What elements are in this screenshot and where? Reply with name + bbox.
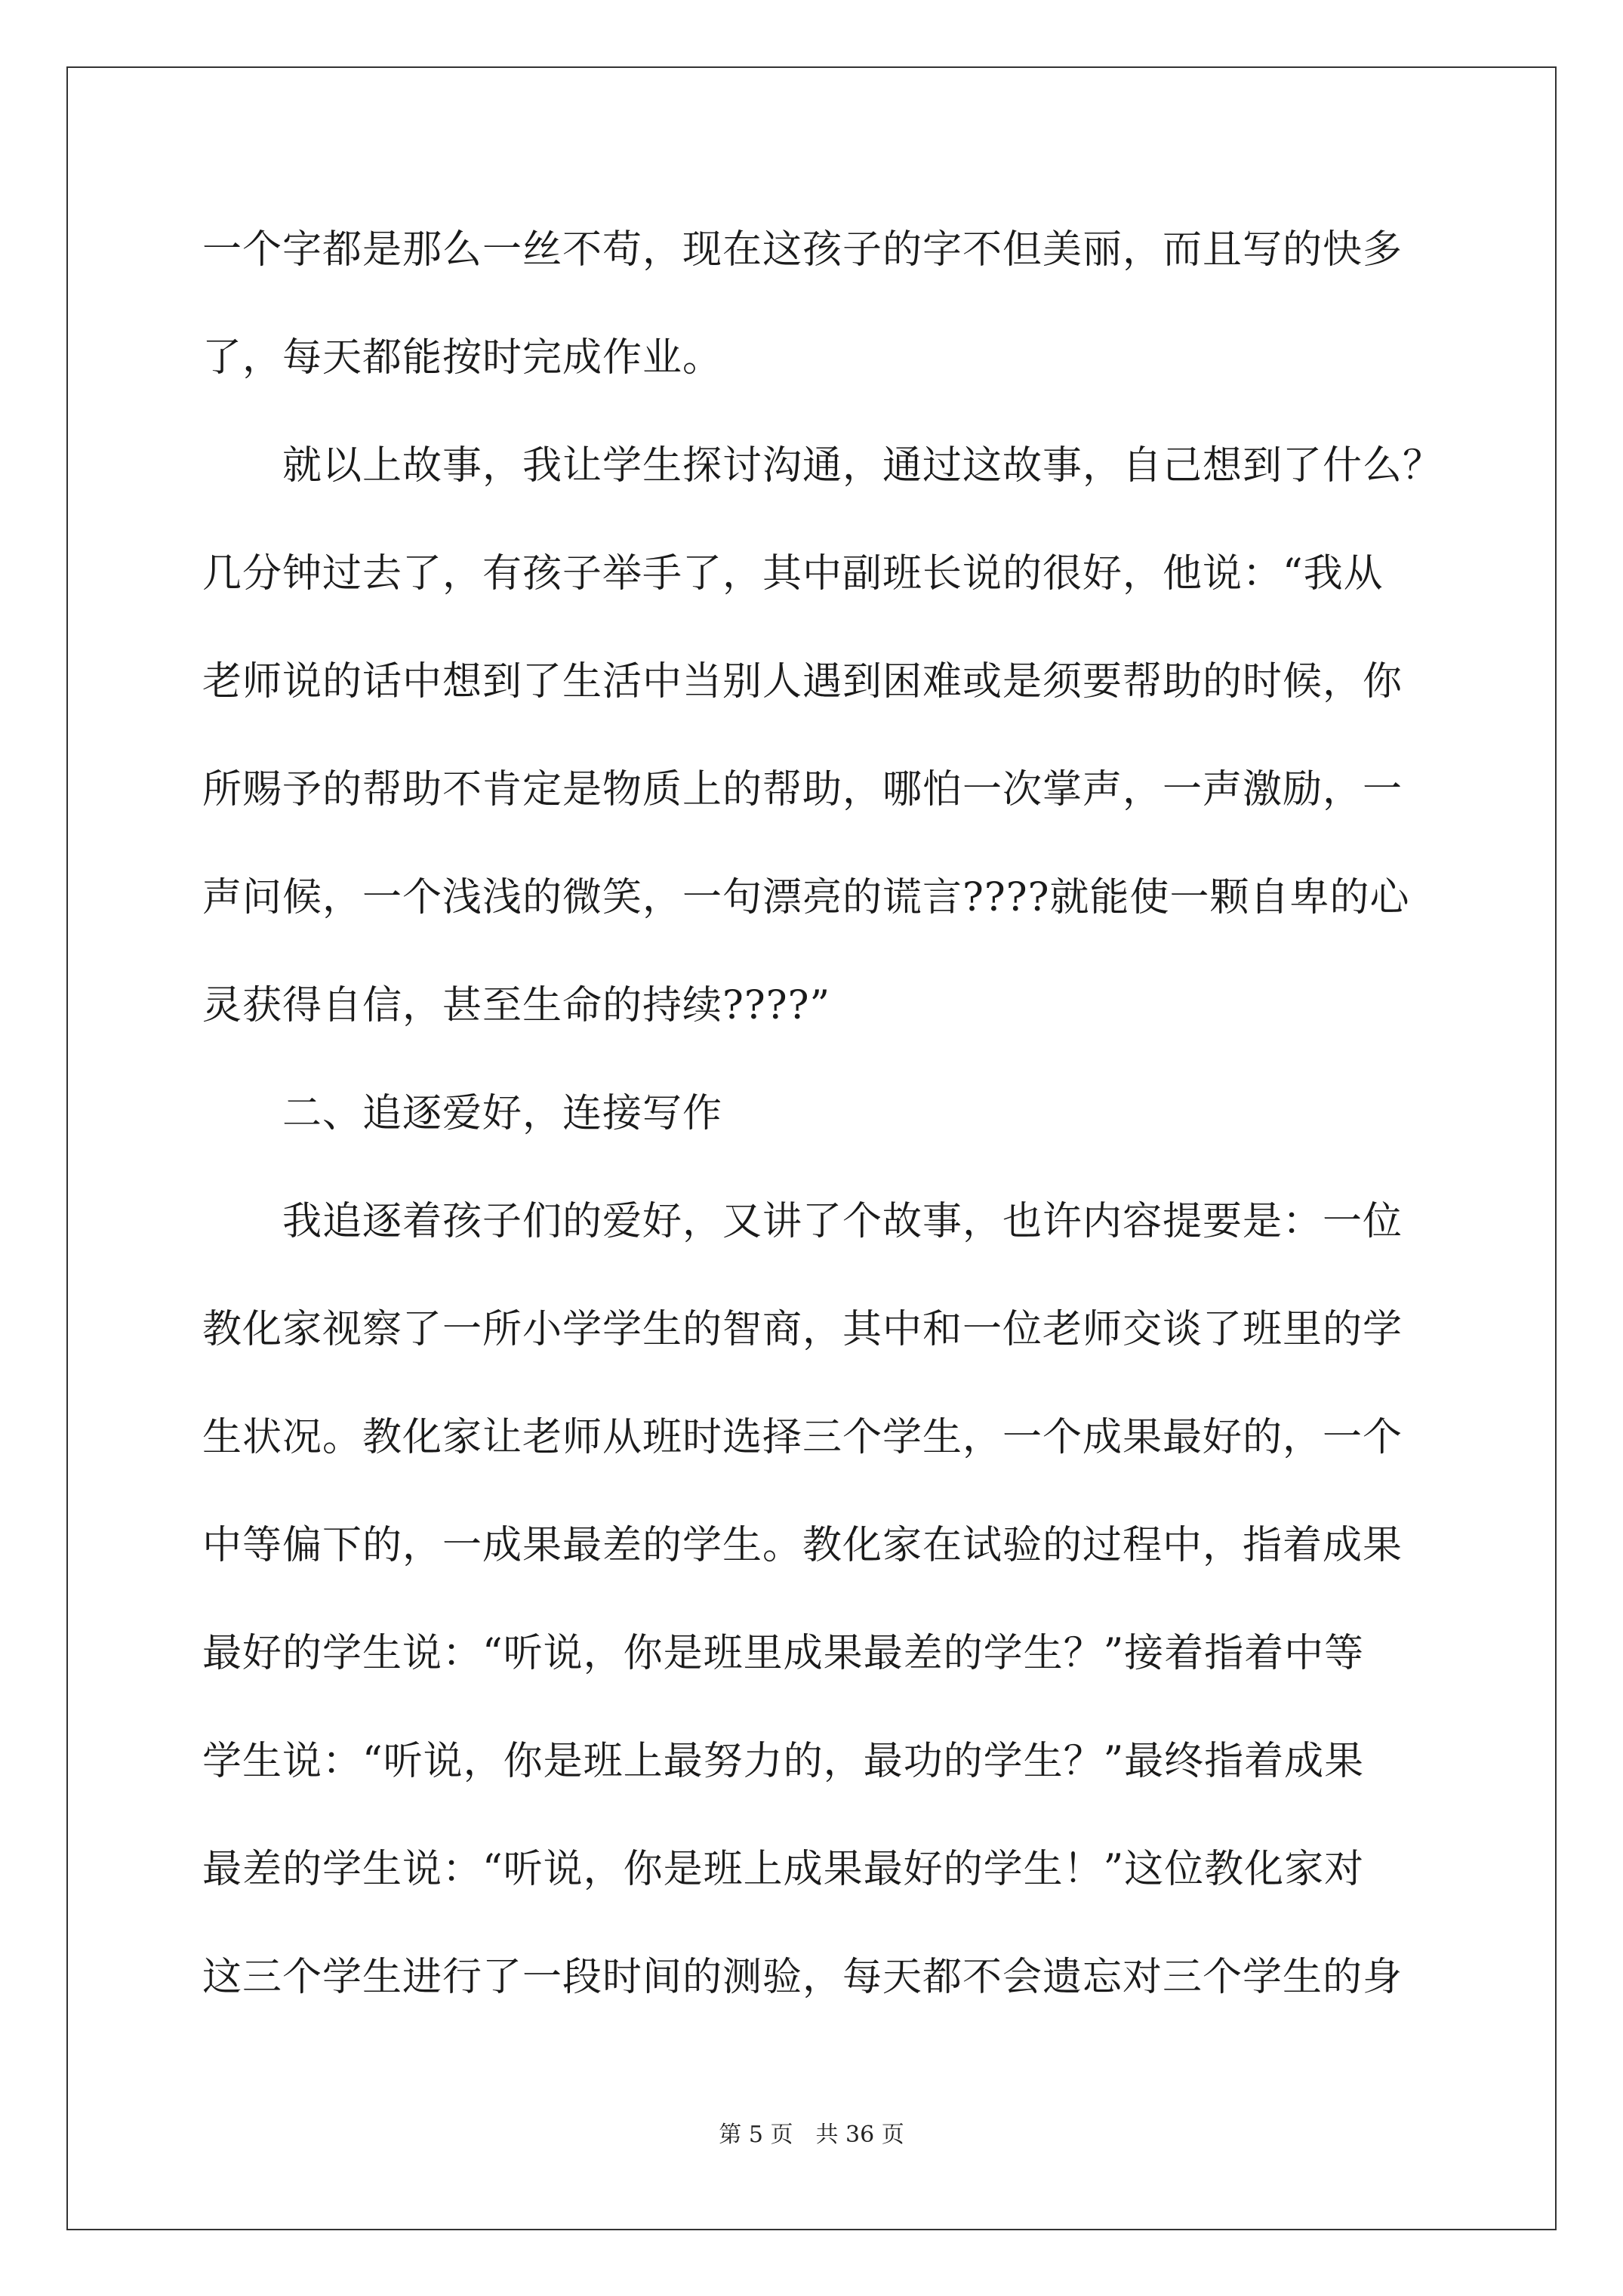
document-body (202, 217, 1443, 2053)
text-line: 老师说的话中想到了生活中当别人遇到困难或是须要帮助的时候，你 (202, 659, 1403, 704)
text-line: 了，每天都能按时完成作业。 (202, 335, 723, 381)
text-line: 所赐予的帮助不肯定是物质上的帮助，哪怕一次掌声，一声激励，一 (202, 767, 1403, 812)
text-line: 生状况。教化家让老师从班时选择三个学生，一个成果最好的，一个 (202, 1415, 1403, 1460)
text-line: 几分钟过去了，有孩子举手了，其中副班长说的很好，他说：“我从 (202, 551, 1384, 596)
text-line: 一个字都是那么一丝不苟，现在这孩子的字不但美丽，而且写的快多 (202, 227, 1403, 273)
text-line: 最好的学生说：“听说，你是班里成果最差的学生？”接着指着中等 (202, 1631, 1365, 1676)
text-line: 声问候，一个浅浅的微笑，一句漂亮的谎言????就能使一颗自卑的心 (202, 875, 1410, 920)
page-number-footer: 第 5 页 共 36 页 (719, 2122, 904, 2148)
section-heading: 二、追逐爱好，连接写作 (282, 1091, 723, 1136)
text-line: 这三个学生进行了一段时间的测验，每天都不会遗忘对三个学生的身 (202, 1955, 1403, 2000)
text-line: 就以上故事，我让学生探讨沟通，通过这故事，自己想到了什么？ (282, 443, 1443, 488)
text-line: 教化家视察了一所小学学生的智商，其中和一位老师交谈了班里的学 (202, 1307, 1403, 1352)
text-line: 最差的学生说：“听说，你是班上成果最好的学生！”这位教化家对 (202, 1847, 1365, 1892)
text-line: 学生说：“听说，你是班上最努力的，最功的学生？”最终指着成果 (202, 1739, 1365, 1784)
text-line: 中等偏下的，一成果最差的学生。教化家在试验的过程中，指着成果 (202, 1523, 1403, 1568)
text-line: 灵获得自信，甚至生命的持续????” (202, 983, 831, 1028)
text-line: 我追逐着孩子们的爱好，又讲了个故事，也许内容提要是：一位 (282, 1199, 1403, 1244)
